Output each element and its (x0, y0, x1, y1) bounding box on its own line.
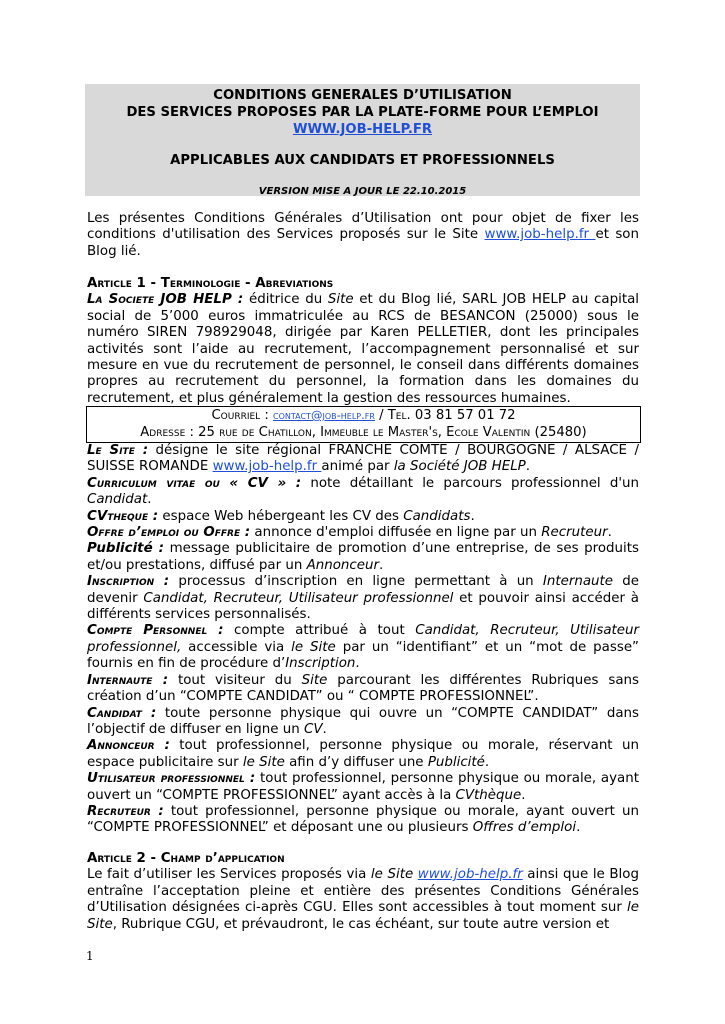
version-date: VERSION MISE A JOUR LE 22.10.2015 (258, 186, 467, 197)
definition-cv: Curriculum vitae ou « CV » : note détaillant le parcours professionnel d'un Candidat. (87, 475, 640, 508)
definition-site-link[interactable]: www.job-help.fr (212, 459, 322, 475)
title-line-1: CONDITIONS GENERALES D’UTILISATION (213, 88, 512, 103)
definition-site: Le Site : désigne le site régional FRANCHE COMTE / BOURGOGNE / ALSACE / SUISSE ROMANDE www.job-help.fr animé par la Société JOB HELP. (87, 443, 639, 475)
address: Adresse : 25 rue de Chatillon, Immeuble le Master's, Ecole Valentin (25480) (140, 424, 587, 440)
definition-cvtheque: CVtheque : espace Web hébergeant les CV des Candidats. (87, 508, 475, 524)
definition-compte: Compte Personnel : compte attribué à tout Candidat, Recruteur, Utilisateur professionnel, accessible via le Site par un “identifiant” et un “mot de passe” fournis en fin de procédure d’Inscription. (87, 623, 640, 672)
definition-internaute: Internaute : tout visiteur du Site parcourant les différentes Rubriques sans création d’un “COMPTE CANDIDAT” ou “ COMPTE PROFESSIONNEL”. (87, 672, 640, 705)
article-2-site-link[interactable]: www.job-help.fr (417, 867, 523, 883)
intro-site-link[interactable]: www.job-help.fr (484, 227, 596, 243)
article-1 (87, 276, 639, 407)
site-url-link[interactable]: WWW.JOB-HELP.FR (292, 122, 433, 137)
definition-utilisateur: Utilisateur professionnel : tout professionnel, personne physique ou morale, ayant ouvert un “COMPTE PROFESSIONNEL” ayant accès à la CVthèque. (87, 771, 639, 803)
definitions-list (87, 443, 639, 837)
contact-box: Courriel : contact@job-help.fr / Tel. 03 81 57 01 72 Adresse : 25 rue de Chatillon, Immeuble le Master's, Ecole Valentin (25480) (86, 406, 641, 443)
definition-annonceur: Annonceur : tout professionnel, personne physique ou morale, réservant un espace publicitaire sur le Site afin d’y diffuser une Publicité. (87, 738, 639, 770)
definition-societe: La Societe JOB HELP : éditrice du Site et du Blog lié, SARL JOB HELP au capital social de 5’000 euros immatriculée au RCS de BESANCON (25000) sous le numéro SIREN 798929048, dirigée par Karen PELLETIER, dont les principales activités sont l’aide au recrutement, l’accompagnement personnalisé et sur mesure en vue du recrutement de personnel, le conseil dans différents domaines propres au recrutement du personnel, la formation dans les domaines du recrutement, et plus généralement la gestion des ressources humaines. (87, 292, 640, 406)
definition-candidat: Candidat : toute personne physique qui ouvre un “COMPTE CANDIDAT” dans l’objectif de diffuser en ligne un CV. (87, 705, 640, 737)
intro-paragraph: Les présentes Conditions Générales d’Utilisation ont pour objet de fixer les conditions d'utilisation des Services proposés sur le Site www.job-help.fr et son Blog lié. (87, 211, 639, 259)
article-1-heading: Article 1 - Terminologie - Abreviations (87, 276, 334, 291)
article-2-heading: Article 2 - Champ d’application (87, 851, 285, 866)
title-line-2: DES SERVICES PROPOSES PAR LA PLATE-FORME POUR L’EMPLOI (126, 105, 599, 120)
page-number: 1 (86, 949, 94, 963)
article-2-paragraph: Le fait d’utiliser les Services proposés via le Site www.job-help.fr ainsi que le Blog entraîne l’acceptation pleine et entière des présentes Conditions Générales d’Utilisation désignées ci-après CGU. Elles sont accessibles à tout moment sur le Site, Rubrique CGU, et prévaudront, le cas échéant, sur toute autre version et (87, 867, 639, 932)
definition-publicite: Publicité : message publicitaire de promotion d’une entreprise, de ses produits et/ou prestations, diffusé par un Annonceur. (87, 541, 639, 573)
subtitle: APPLICABLES AUX CANDIDATS ET PROFESSIONNELS (170, 153, 555, 168)
definition-recruteur: Recruteur : tout professionnel, personne physique ou morale, ayant ouvert un “COMPTE PROFESSIONNEL” et déposant une ou plusieurs Offres d’emploi. (87, 803, 639, 836)
email-link[interactable]: contact@job-help.fr (273, 408, 375, 422)
definition-inscription: Inscription : processus d’inscription en ligne permettant à un Internaute de devenir Candidat, Recruteur, Utilisateur professionnel et pouvoir ainsi accéder à différents services personnalisés. (87, 574, 639, 623)
article-2 (87, 851, 639, 933)
main-title (85, 87, 640, 138)
definition-offre: Offre d’emploi ou Offre : annonce d'emploi diffusée en ligne par un Recruteur. (87, 525, 612, 541)
title-block (85, 84, 640, 196)
